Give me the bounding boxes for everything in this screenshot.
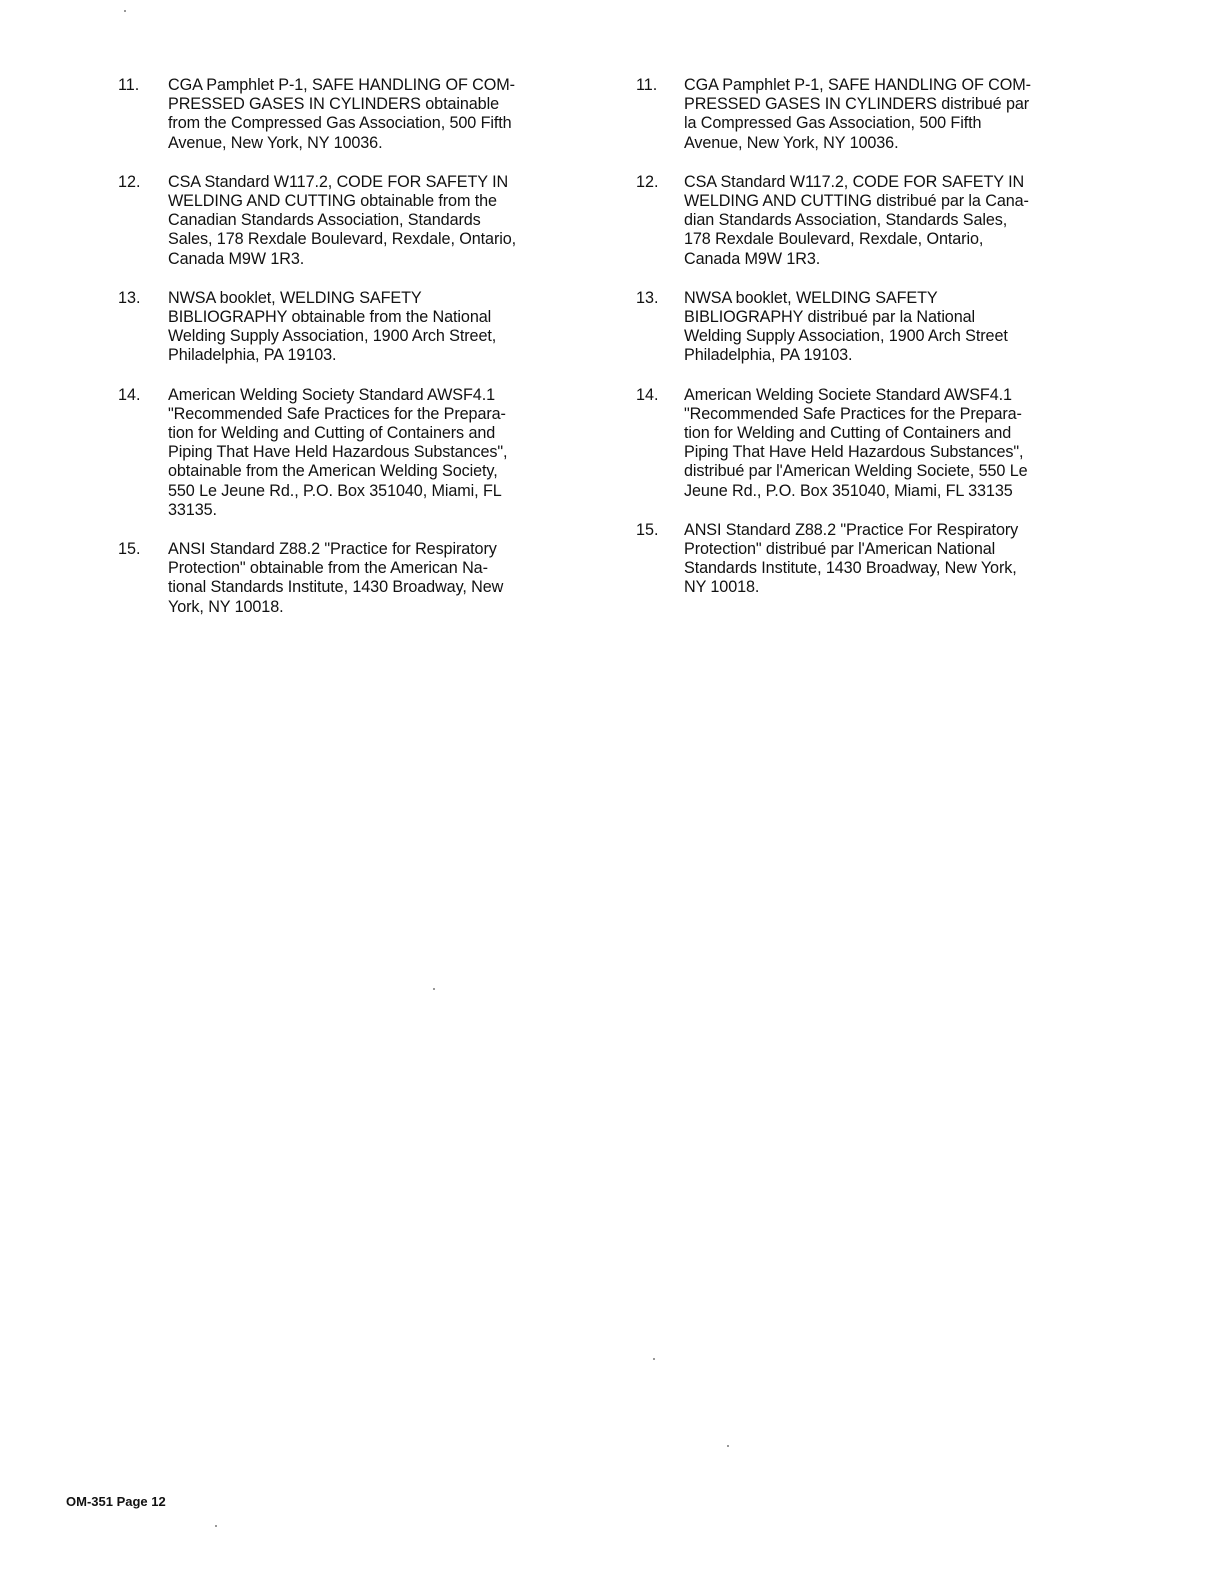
item-number: 14.: [118, 385, 141, 404]
item-text: CSA Standard W117.2, CODE FOR SAFETY IN WELDING AND CUTTING distribué par la Cana- dian Standards Association, Standards Sales, 178 Rexdale Boulevard, Rexdale, Ontario, Canada M9W 1R3.: [684, 172, 1029, 268]
item-text: CGA Pamphlet P-1, SAFE HANDLING OF COM- PRESSED GASES IN CYLINDERS obtainable from the Compressed Gas Association, 500 Fifth Avenue, New York, NY 10036.: [168, 76, 515, 152]
list-item: [636, 521, 1096, 598]
list-item: [636, 76, 1096, 153]
item-text: NWSA booklet, WELDING SAFETY BIBLIOGRAPHY obtainable from the National Welding Supply Association, 1900 Arch Street, Philadelphia, PA 19103.: [168, 288, 497, 365]
item-number: 13.: [118, 288, 141, 307]
french-reference-list: [636, 76, 1096, 618]
list-item: [118, 540, 580, 617]
scan-speck: [727, 1445, 729, 1447]
list-item: [636, 173, 1096, 269]
scan-speck: [215, 1525, 217, 1527]
page-footer: OM-351 Page 12: [66, 1494, 166, 1509]
list-item: [636, 289, 1096, 366]
item-text: CSA Standard W117.2, CODE FOR SAFETY IN WELDING AND CUTTING obtainable from the Canadian Standards Association, Standards Sales, 178 Rexdale Boulevard, Rexdale, Ontario, Canada M9W 1R3.: [168, 172, 517, 268]
item-text: American Welding Society Standard AWSF4.1 "Recommended Safe Practices for the Prepara- tion for Welding and Cutting of Containers and Piping That Have Held Hazardous Substances", obtainable from the American Welding Society, 550 Le Jeune Rd., P.O. Box 351040, Miami, FL 33135.: [168, 385, 508, 519]
english-reference-list: [118, 76, 580, 637]
item-number: 11.: [118, 76, 140, 94]
item-text: CGA Pamphlet P-1, SAFE HANDLING OF COM- PRESSED GASES IN CYLINDERS distribué par la Compressed Gas Association, 500 Fifth Avenue, New York, NY 10036.: [684, 76, 1031, 152]
scan-speck: [653, 1358, 655, 1360]
item-number: 15.: [636, 520, 659, 539]
item-text: American Welding Societe Standard AWSF4.1 "Recommended Safe Practices for the Prepara- tion for Welding and Cutting of Containers and Piping That Have Held Hazardous Substances", distribué par l'American Welding Societe, 550 Le Jeune Rd., P.O. Box 351040, Miami, FL 33135: [684, 385, 1028, 500]
scan-speck: [124, 10, 126, 12]
scan-speck: [433, 988, 435, 990]
item-number: 14.: [636, 385, 659, 404]
item-text: ANSI Standard Z88.2 "Practice for Respiratory Protection" obtainable from the American Na- tional Standards Institute, 1430 Broadway, New York, NY 10018.: [168, 540, 504, 616]
item-number: 12.: [118, 172, 141, 191]
item-number: 15.: [118, 540, 141, 559]
list-item: [118, 289, 580, 366]
item-text: ANSI Standard Z88.2 "Practice For Respiratory Protection" distribué par l'American National Standards Institute, 1430 Broadway, New York, NY 10018.: [684, 520, 1019, 597]
item-number: 11.: [636, 76, 658, 94]
item-number: 12.: [636, 172, 659, 191]
item-number: 13.: [636, 288, 659, 307]
list-item: [118, 386, 580, 520]
list-item: [118, 76, 580, 153]
item-text: NWSA booklet, WELDING SAFETY BIBLIOGRAPHY distribué par la National Welding Supply Association, 1900 Arch Street Philadelphia, PA 19103.: [684, 288, 1008, 365]
list-item: [636, 386, 1096, 501]
list-item: [118, 173, 580, 269]
